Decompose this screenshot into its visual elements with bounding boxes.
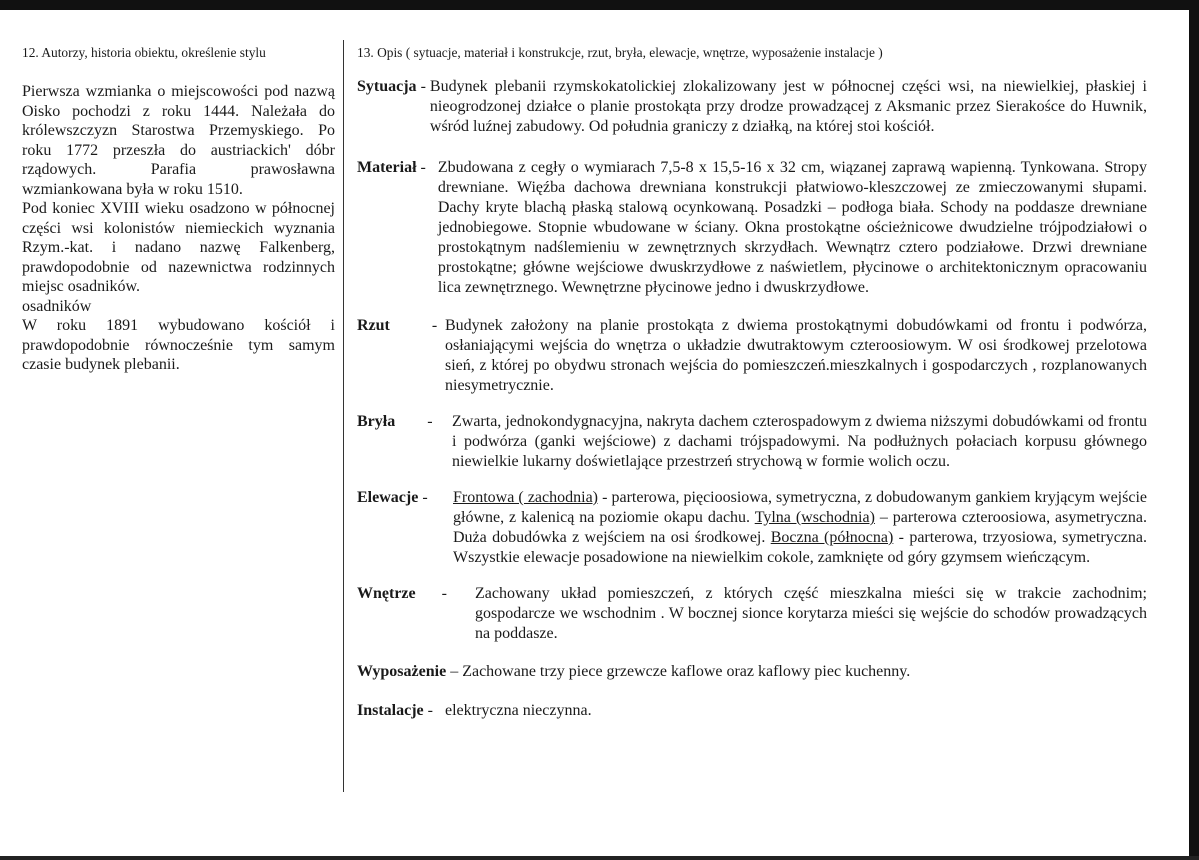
column-divider [343,40,344,792]
section-elewacje [357,488,1147,568]
sep-wyposazenie: – [446,663,463,680]
description-heading: 13. Opis ( sytuacje, materiał i konstrukcje, rzut, bryła, elewacje, wnętrze, wyposażenie instalacje ) [357,45,883,60]
elevation-side-label: Boczna (północna) [770,529,894,546]
label-bryla: Bryła - [357,413,437,430]
label-elewacje: Elewacje - [357,489,432,506]
section-wyposazenie [357,662,1147,682]
elevation-front-label: Frontowa ( zachodnia) [453,489,598,506]
section-bryla [357,412,1147,472]
history-paragraph-4: W roku 1891 wybudowano kościół i prawdopodobnie równocześnie tym samym czasie budynek plebanii. [22,317,335,373]
section-instalacje [357,701,1147,721]
history-paragraph-3: osadników [22,297,92,315]
elevation-rear-text: – parterowa czteroosiowa, asymetryczna. Duża dobudówka z wejściem na osi środkowej. [453,509,1147,546]
section-wnetrze [357,584,1147,644]
sep-instalacje: - [423,702,437,719]
label-wnetrze: Wnętrze - [357,585,451,602]
label-wyposazenie: Wyposażenie [357,663,447,680]
description-column [357,44,1147,721]
text-wyposazenie: Zachowane trzy piece grzewcze kaflowe oraz kaflowy piec kuchenny. [462,663,911,680]
label-material: Materiał - [357,159,430,176]
scan-border-top [0,0,1199,10]
text-sytuacja: Budynek plebanii rzymskokatolickiej zlokalizowany jest w północnej części wsi, na niewielkiej, płaskiej i nieogrodzonej działce o planie prostokąta przy drodze prowadzącej z Aksmanic przez Sierakośce do Huwnik, wśród luźnej zabudowy. Od południa graniczy z działką, na której stoi kościół. [429,78,1147,135]
text-wnetrze: Zachowany układ pomieszczeń, z których część mieszkalna mieści się w trakcie zachodnim; gospodarcze we wschodnim . W bocznej sionce korytarza mieści się wejście do schodów prowadzących na poddasze. [475,585,1147,642]
section-sytuacja [357,77,1147,137]
elevation-front-text: - parterowa, pięcioosiowa, symetryczna, z dobudowanym gankiem kryjącym wejście główne, z kalenicą na poziomie okapu dachu. [453,489,1147,526]
history-text [22,82,335,375]
history-paragraph-2: Pod koniec XVIII wieku osadzono w północnej części wsi kolonistów niemieckich wyznania Rzym.-kat. i nadano nazwę Falkenberg, prawdopodobnie od nazewnictwa rodzinnych miejsc osadników. [22,200,335,295]
scan-border-bottom [0,856,1199,860]
label-instalacje: Instalacje [357,702,424,719]
history-heading: 12. Autorzy, historia obiektu, określenie stylu [22,45,266,60]
text-elewacje [453,488,1147,568]
elevation-side-text: - parterowa, trzyosiowa, symetryczna. Wszystkie elewacje posadowione na niewielkim cokole, zamknięte od góry gzymsem wieńczącym. [453,529,1148,566]
text-bryla: Zwarta, jednokondygnacyjna, nakryta dachem czterospadowym z dwiema niższymi dobudówkami od frontu i podwórza (ganki wejściowe) z dachami trójspadowymi. Na podłużnych połaciach korpusu głównego niewielkie lukarny doświetlające przestrzeń strychową w formie wolich oczu. [452,413,1147,470]
text-material: Zbudowana z cegły o wymiarach 7,5-8 x 15,5-16 x 32 cm, wiązanej zaprawą wapienną. Tynkowana. Stropy drewniane. Więźba dachowa drewniana konstrukcji płatwiowo-kleszczowej ze zmieczowanymi słupami. Dachy kryte blachą płaską stalową ocynkowaną. Posadzki – podłoga biała. Schody na poddasze drewniane jednobiegowe. Stopnie wbudowane w ściany. Okna prostokątne ościeżnicowe dwudzielne trójpodziałowi o prostokątnym nadślemieniu w zewnętrznych skrzydłach. Wewnątrz cztero podziałowe. Drzwi drewniane prostokątne; główne wejściowe dwuskrzydłowe z naświetlem, płycinowe o architektonicznym opracowaniu lica zewnętrznego. Wewnętrzne płycinowe jedno i dwuskrzydłowe. [437,159,1147,296]
section-material [357,158,1147,298]
label-sytuacja: Sytuacja - [357,78,430,95]
text-rzut: Budynek założony na planie prostokąta z dwiema prostokątnymi dobudówkami od frontu i podwórza, osłaniającymi wejścia do wnętrza o układzie dwutraktowym czteroosiowym. W osi środkowej przelotowa sień, z której po obydwu stronach wejścia do pomieszczeń.mieszkalnych i gospodarczych , rozplanowanych niesymetrycznie. [445,317,1147,394]
label-rzut: Rzut - [357,317,442,334]
history-column [22,44,335,375]
history-paragraph-1: Pierwsza wzmianka o miejscowości pod nazwą Oisko pochodzi z roku 1444. Należała do królewszczyzn Starostwa Przemyskiego. Po roku 1772 przeszła do austriackich' dóbr rządowych. Parafia prawosławna wzmiankowana była w roku 1510. [22,83,335,198]
scan-border-right [1189,0,1199,860]
elevation-rear-label: Tylna (wschodnia) [754,509,875,526]
text-instalacje: elektryczna nieczynna. [444,702,592,719]
section-rzut [357,316,1147,396]
